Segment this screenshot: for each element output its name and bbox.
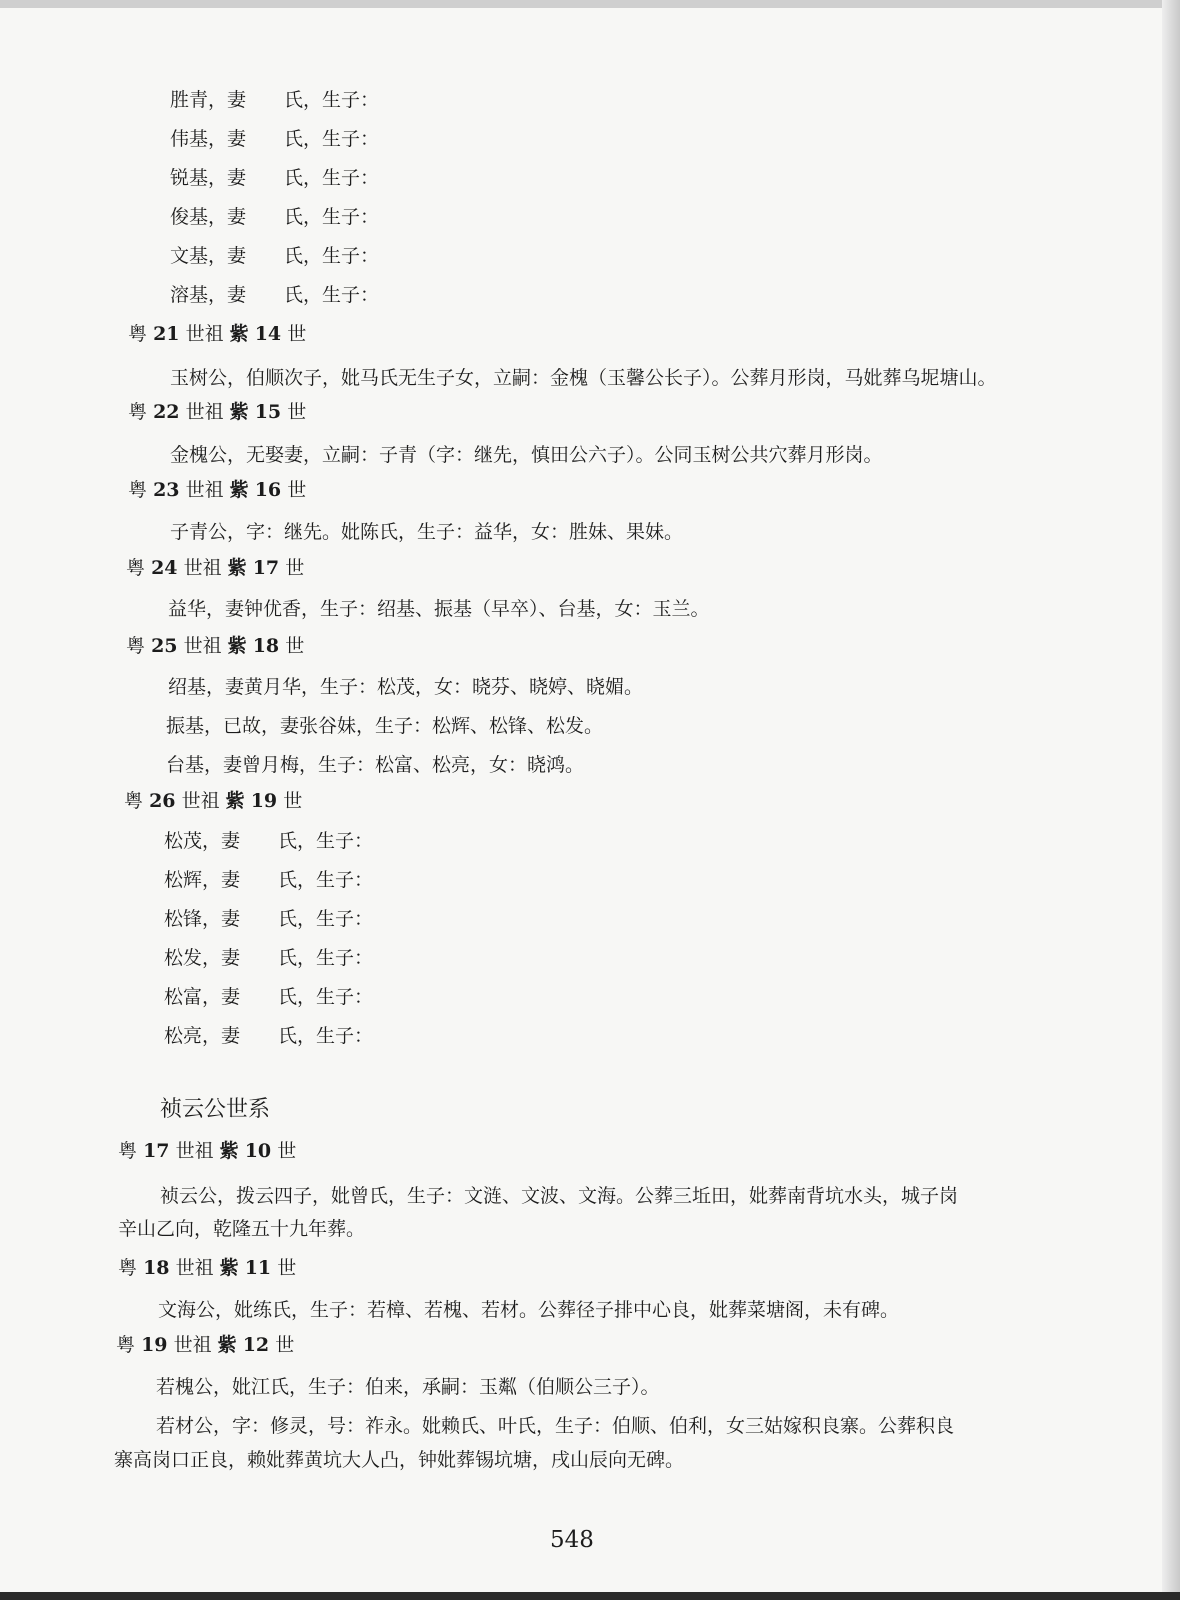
generation-heading: 粤 22 世祖 紫 15 世 <box>128 401 307 423</box>
entry-line: 文基，妻 氏，生子： <box>170 245 380 267</box>
generation-heading: 粤 23 世祖 紫 16 世 <box>128 479 307 501</box>
generation-heading: 粤 24 世祖 紫 17 世 <box>126 557 305 579</box>
generation-heading: 粤 18 世祖 紫 11 世 <box>118 1257 297 1279</box>
entry-line: 溶基，妻 氏，生子： <box>170 284 380 306</box>
entry-line: 若槐公，妣江氏，生子：伯来，承嗣：玉粼（伯顺公三子）。 <box>156 1376 660 1398</box>
section-title: 祯云公世系 <box>160 1097 271 1122</box>
generation-heading: 粤 17 世祖 紫 10 世 <box>118 1140 297 1162</box>
entry-line: 文海公，妣练氏，生子：若樟、若槐、若材。公葬径子排中心良，妣葬菜塘阁，未有碑。 <box>158 1299 900 1321</box>
entry-line: 祯云公，拨云四子，妣曾氏，生子：文涟、文波、文海。公葬三坵田，妣葬南背坑水头，城子岗 <box>160 1185 959 1207</box>
entry-line-continuation: 寨高岗口正良，赖妣葬黄坑大人凸，钟妣葬锡坑塘，戌山辰向无碑。 <box>114 1449 685 1471</box>
entry-line: 金槐公，无娶妻，立嗣：子青（字：继先，慎田公六子）。公同玉树公共穴葬月形岗。 <box>170 444 883 466</box>
entry-line: 若材公，字：修灵，号：祚永。妣赖氏、叶氏，生子：伯顺、伯利，女三姑嫁积良寨。公葬积良 <box>156 1415 955 1437</box>
entry-line: 振基，已故，妻张谷妹，生子：松辉、松锋、松发。 <box>166 715 604 737</box>
scan-border-top <box>0 0 1180 8</box>
entry-line: 松锋，妻 氏，生子： <box>164 908 374 930</box>
entry-line: 锐基，妻 氏，生子： <box>170 167 380 189</box>
page-number: 548 <box>550 1527 594 1553</box>
generation-heading: 粤 19 世祖 紫 12 世 <box>116 1334 295 1356</box>
entry-line: 松发，妻 氏，生子： <box>164 947 374 969</box>
scan-border-bottom <box>0 1592 1180 1600</box>
entry-line: 松富，妻 氏，生子： <box>164 986 374 1008</box>
entry-line: 俊基，妻 氏，生子： <box>170 206 380 228</box>
entry-line: 松茂，妻 氏，生子： <box>164 830 374 852</box>
entry-line: 子青公，字：继先。妣陈氏，生子：益华，女：胜妹、果妹。 <box>170 521 684 543</box>
entry-line: 益华，妻钟优香，生子：绍基、振基（早卒）、台基，女：玉兰。 <box>168 598 710 620</box>
entry-line-continuation: 辛山乙向，乾隆五十九年葬。 <box>118 1218 366 1240</box>
generation-heading: 粤 26 世祖 紫 19 世 <box>124 790 303 812</box>
entry-line: 绍基，妻黄月华，生子：松茂，女：晓芬、晓婷、晓媚。 <box>168 676 644 698</box>
generation-heading: 粤 25 世祖 紫 18 世 <box>126 635 305 657</box>
entry-line: 松亮，妻 氏，生子： <box>164 1025 374 1047</box>
entry-line: 台基，妻曾月梅，生子：松富、松亮，女：晓鸿。 <box>166 754 585 776</box>
entry-line: 胜青，妻 氏，生子： <box>170 89 380 111</box>
entry-line: 玉树公，伯顺次子，妣马氏无生子女，立嗣：金槐（玉馨公长子）。公葬月形岗，马妣葬乌坭塘山。 <box>170 367 997 389</box>
scan-border-right <box>1162 0 1180 1600</box>
entry-line: 松辉，妻 氏，生子： <box>164 869 374 891</box>
entry-line: 伟基，妻 氏，生子： <box>170 128 380 150</box>
generation-heading: 粤 21 世祖 紫 14 世 <box>128 323 307 345</box>
